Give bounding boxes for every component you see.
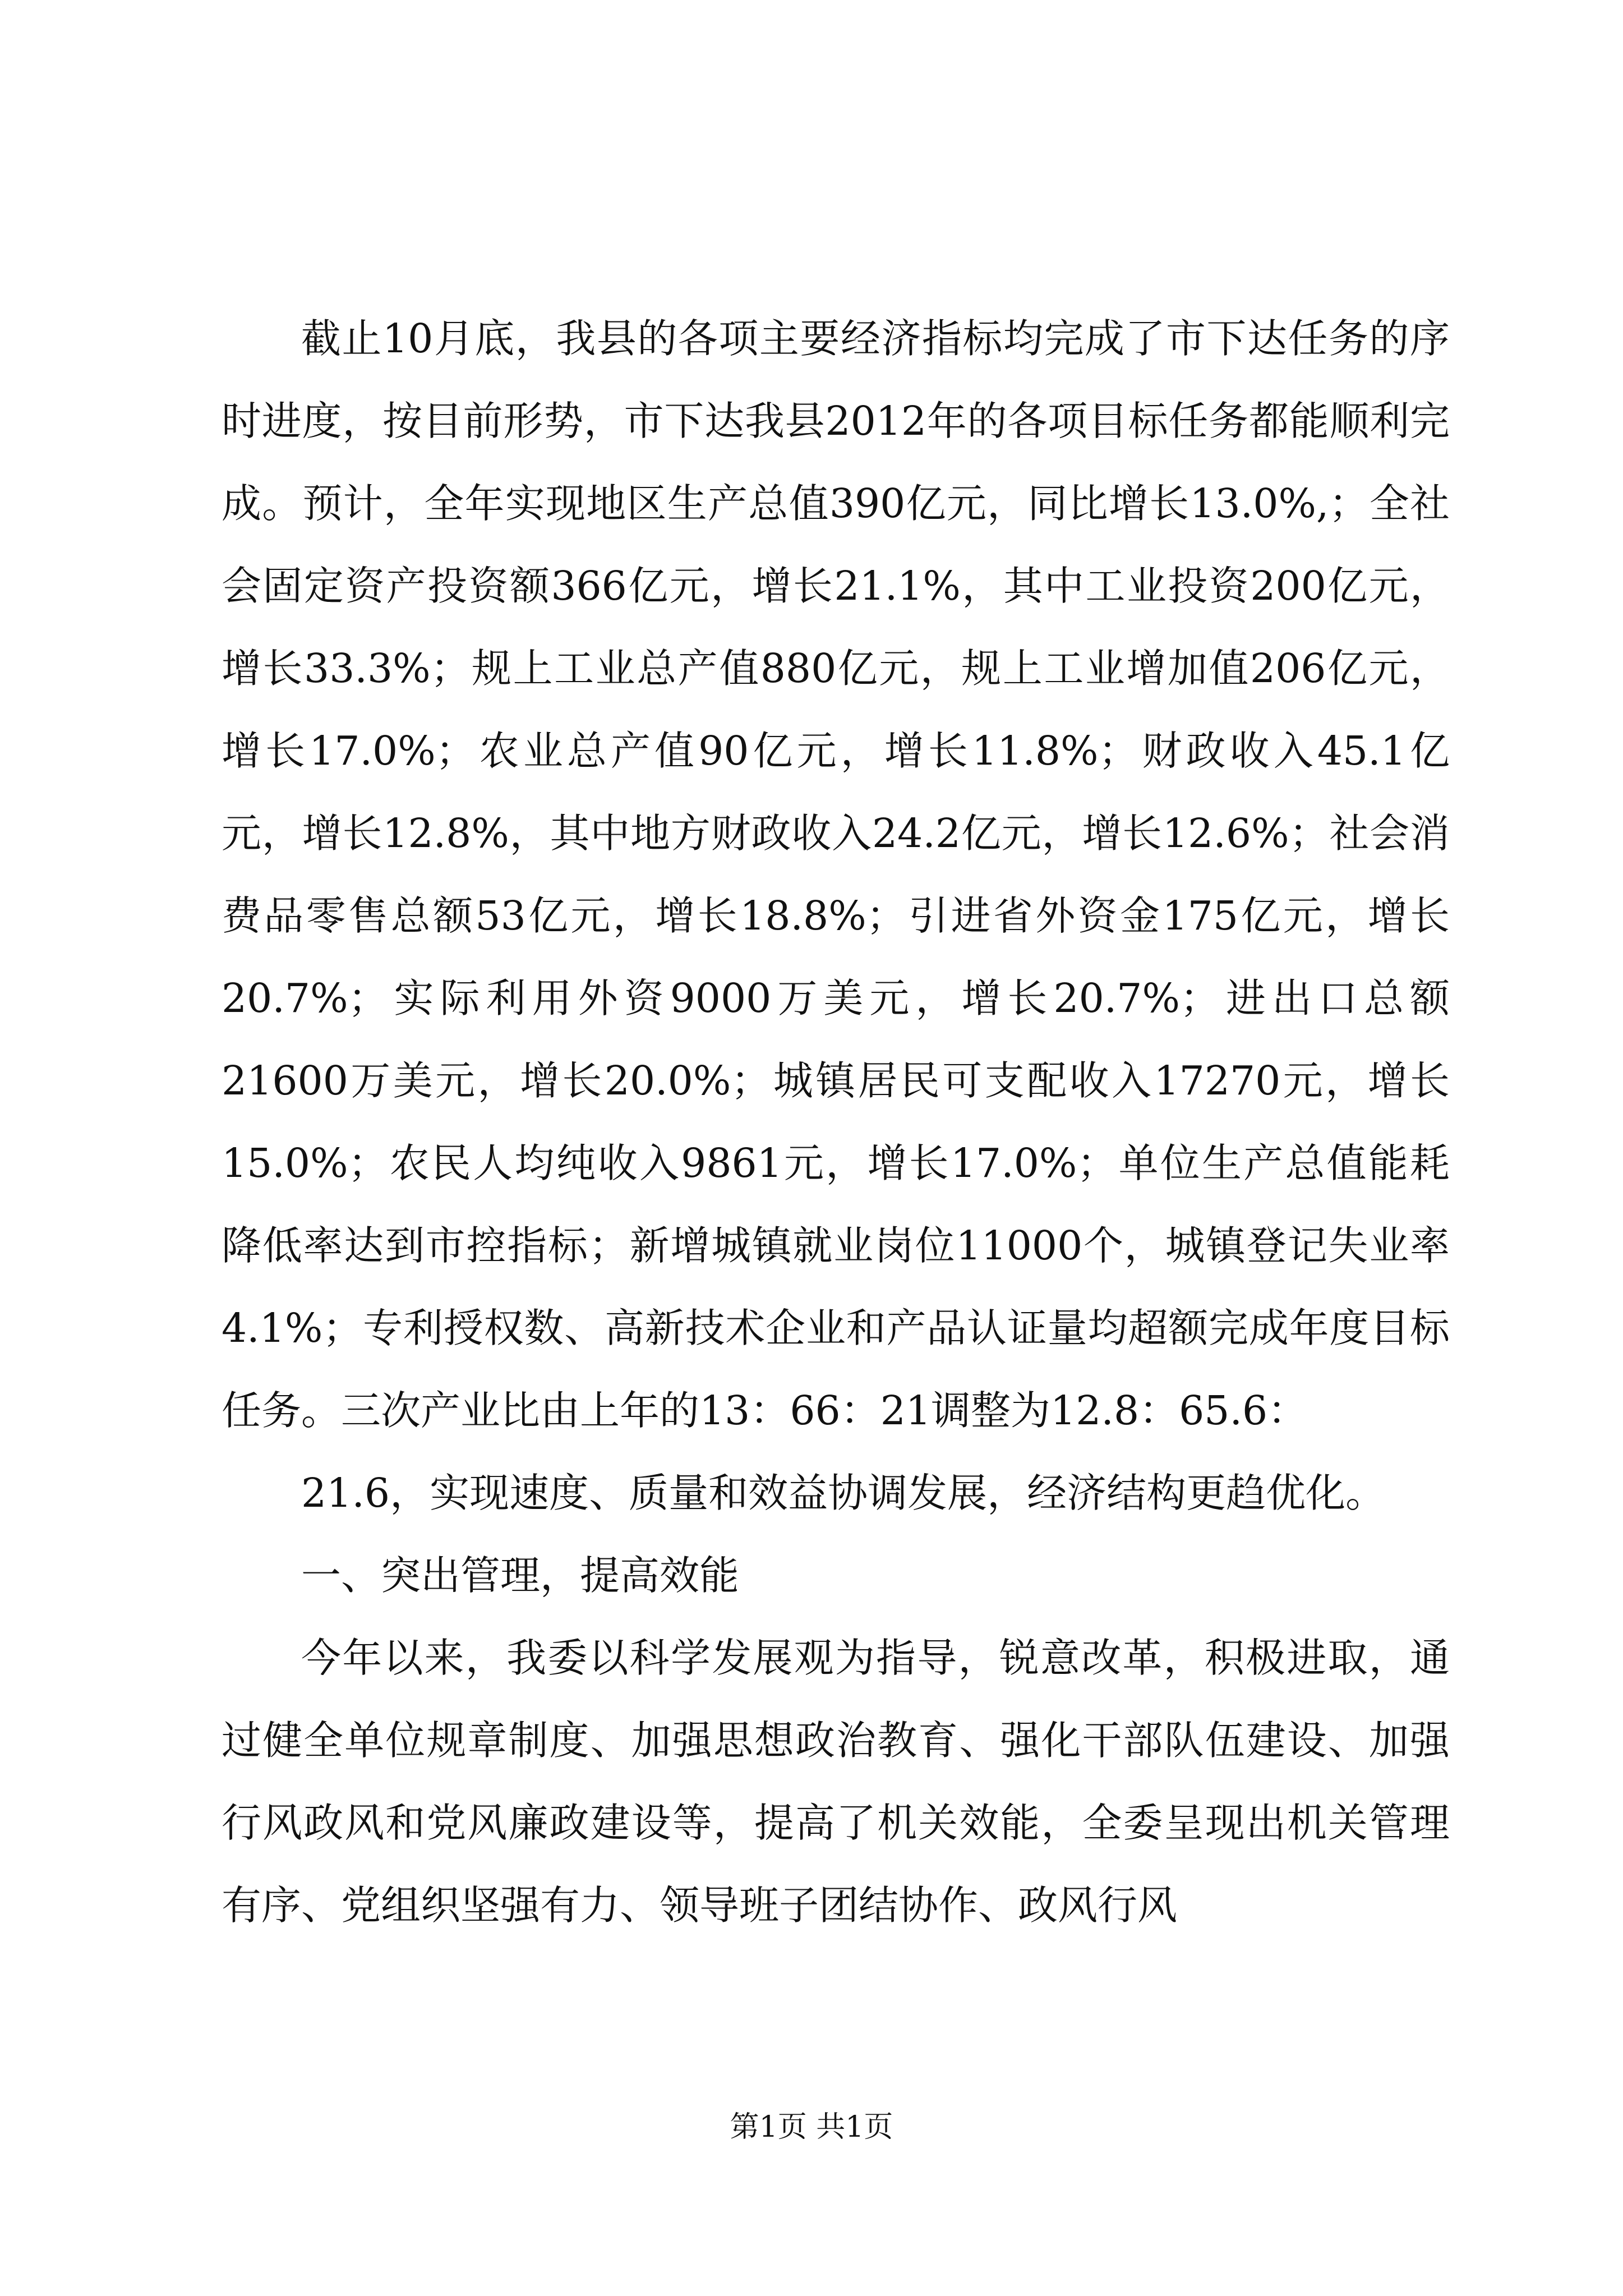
paragraph-industry-ratio: 21.6，实现速度、质量和效益协调发展，经济结构更趋优化。 [301, 1470, 1386, 1516]
paragraph-economic-indicators: 截止10月底，我县的各项主要经济指标均完成了市下达任务的序时进度，按目前形势，市下达我县2012年的各项目标任务都能顺利完成。预计，全年实现地区生产总值390亿元，同比增长13.0%,；全社会固定资产投资额366亿元，增长21.1%，其中工业投资200亿元，增长33.3%；规上工业总产值880亿元，规上工业增加值206亿元，增长17.0%；农业总产值90亿元，增长11.8%；财政收入45.1亿元，增长12.8%，其中地方财政收入24.2亿元，增长12.6%；社会消费品零售总额53亿元，增长18.8%；引进省外资金175亿元，增长20.7%；实际利用外资9000万美元，增长20.7%；进出口总额21600万美元，增长20.0%；城镇居民可支配收入17270元，增长15.0%；农民人均纯收入9861元，增长17.0%；单位生产总值能耗降低率达到市控指标；新增城镇就业岗位11000个，城镇登记失业率4.1%；专利授权数、高新技术企业和产品认证量均超额完成年度目标任务。三次产业比由上年的13：66：21调整为12.8：65.6： [222, 315, 1450, 1434]
document-body [222, 297, 1450, 1947]
section-heading: 一、突出管理，提高效能 [301, 1552, 740, 1599]
paragraph-efficiency: 今年以来，我委以科学发展观为指导，锐意改革，积极进取，通过健全单位规章制度、加强思想政治教育、强化干部队伍建设、加强行风政风和党风廉政建设等，提高了机关效能，全委呈现出机关管理有序、党组织坚强有力、领导班子团结协作、政风行风 [222, 1635, 1450, 1929]
page-footer: 第1页 共1页 [730, 2110, 893, 2144]
